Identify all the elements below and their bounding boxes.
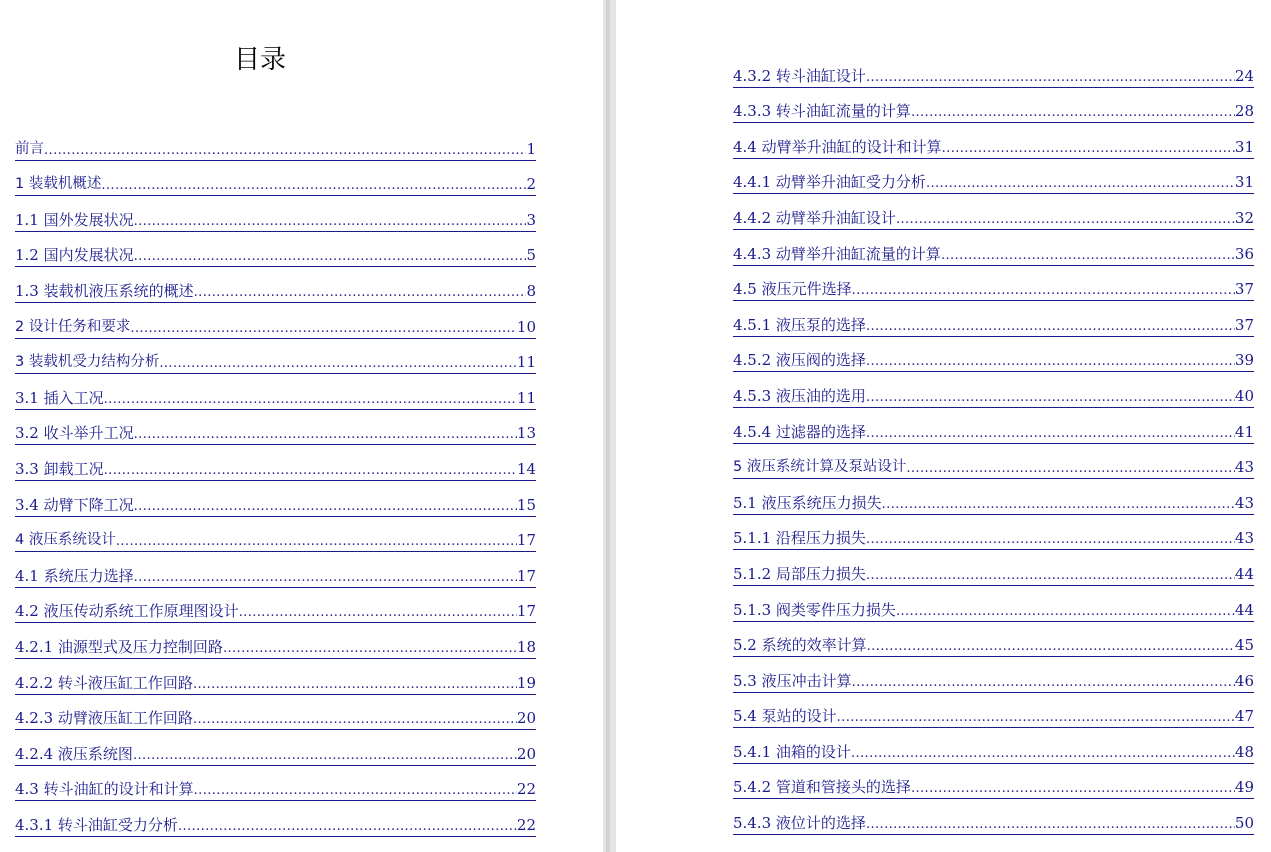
toc-entry-label[interactable]: 前言 xyxy=(15,139,44,161)
toc-entry-page-number[interactable]: 43 xyxy=(1235,528,1254,550)
toc-entry-page-number[interactable]: 10 xyxy=(517,317,536,339)
toc-entry[interactable] xyxy=(733,159,1254,195)
toc-entry-page-number[interactable]: 49 xyxy=(1235,777,1254,799)
toc-entry[interactable] xyxy=(733,123,1254,159)
toc-dot-leader xyxy=(159,352,517,374)
toc-title: 目录 xyxy=(233,45,286,75)
toc-entry[interactable] xyxy=(15,445,536,481)
toc-entry-page-number[interactable]: 28 xyxy=(1235,101,1254,123)
toc-entry-page-number[interactable]: 48 xyxy=(1235,742,1254,764)
toc-entry[interactable] xyxy=(733,657,1254,693)
toc-entry-label[interactable]: 4.4 动臂举升油缸的设计和计算 xyxy=(733,137,942,159)
toc-entry-page-number[interactable]: 43 xyxy=(1235,457,1254,479)
toc-list-right xyxy=(733,52,1254,835)
toc-entry-page-number[interactable]: 17 xyxy=(517,601,536,623)
toc-entry[interactable] xyxy=(15,766,536,802)
toc-entry[interactable] xyxy=(15,481,536,517)
toc-dot-leader xyxy=(867,635,1235,657)
toc-dot-leader xyxy=(866,528,1235,550)
toc-entry[interactable] xyxy=(733,88,1254,124)
toc-dot-leader xyxy=(926,172,1235,194)
toc-entry[interactable] xyxy=(733,444,1254,480)
toc-dot-leader xyxy=(866,315,1235,337)
toc-entry[interactable] xyxy=(15,232,536,268)
toc-entry-label[interactable]: 5.1.2 局部压力损失 xyxy=(733,564,866,586)
toc-entry-label[interactable]: 4.5.1 液压泵的选择 xyxy=(733,315,866,337)
toc-entry-page-number[interactable]: 22 xyxy=(517,779,536,801)
toc-dot-leader xyxy=(866,813,1235,835)
toc-entry-page-number[interactable]: 5 xyxy=(526,245,536,267)
toc-entry-label[interactable]: 5.4.3 液位计的选择 xyxy=(733,813,866,835)
toc-dot-leader xyxy=(941,244,1235,266)
toc-entry-page-number[interactable]: 20 xyxy=(517,708,536,730)
toc-entry[interactable] xyxy=(15,730,536,766)
toc-dot-leader xyxy=(178,815,517,837)
toc-entry-label[interactable]: 4.2.3 动臂液压缸工作回路 xyxy=(15,708,193,730)
toc-entry[interactable] xyxy=(733,586,1254,622)
toc-entry[interactable] xyxy=(15,695,536,731)
toc-entry-label[interactable]: 5.4.1 油箱的设计 xyxy=(733,742,851,764)
toc-dot-leader xyxy=(866,66,1235,88)
toc-dot-leader xyxy=(134,566,517,588)
toc-dot-leader xyxy=(116,530,517,552)
toc-entry-label[interactable]: 4.3 转斗油缸的设计和计算 xyxy=(15,779,194,801)
toc-entry-page-number[interactable]: 39 xyxy=(1235,350,1254,372)
toc-entry[interactable] xyxy=(15,339,536,375)
toc-entry-label[interactable]: 3.1 插入工况 xyxy=(15,388,104,410)
toc-dot-leader xyxy=(134,423,517,445)
toc-dot-leader xyxy=(852,671,1235,693)
toc-entry[interactable] xyxy=(15,410,536,446)
toc-dot-leader xyxy=(866,386,1235,408)
toc-entry-page-number[interactable]: 14 xyxy=(517,459,536,481)
toc-dot-leader xyxy=(134,495,517,517)
toc-dot-leader xyxy=(906,457,1235,479)
toc-entry-label[interactable]: 4.5.3 液压油的选用 xyxy=(733,386,866,408)
toc-entry[interactable] xyxy=(733,799,1254,835)
toc-entry-label[interactable]: 2 设计任务和要求 xyxy=(15,317,130,339)
toc-dot-leader xyxy=(223,637,517,659)
toc-dot-leader xyxy=(194,281,527,303)
toc-entry[interactable] xyxy=(733,266,1254,302)
toc-entry[interactable] xyxy=(733,764,1254,800)
toc-entry[interactable] xyxy=(15,588,536,624)
toc-entry-page-number[interactable]: 44 xyxy=(1235,600,1254,622)
toc-entry-label[interactable]: 4.2 液压传动系统工作原理图设计 xyxy=(15,601,239,623)
toc-entry[interactable] xyxy=(15,303,536,339)
toc-entry[interactable] xyxy=(733,515,1254,551)
toc-entry-page-number[interactable]: 31 xyxy=(1235,137,1254,159)
toc-dot-leader xyxy=(101,174,526,196)
toc-dot-leader xyxy=(193,673,517,695)
toc-entry[interactable] xyxy=(15,161,536,197)
toc-dot-leader xyxy=(942,137,1235,159)
toc-entry-label[interactable]: 4.3.3 转斗油缸流量的计算 xyxy=(733,101,911,123)
toc-entry-label[interactable]: 3.2 收斗举升工况 xyxy=(15,423,134,445)
toc-entry-page-number[interactable]: 32 xyxy=(1235,208,1254,230)
toc-dot-leader xyxy=(194,779,517,801)
toc-entry-label[interactable]: 5.1.1 沿程压力损失 xyxy=(733,528,866,550)
toc-dot-leader xyxy=(239,601,517,623)
toc-entry-label[interactable]: 4.4.2 动臂举升油缸设计 xyxy=(733,208,896,230)
toc-dot-leader xyxy=(134,245,527,267)
toc-entry-page-number[interactable]: 11 xyxy=(517,388,536,410)
toc-entry-page-number[interactable]: 20 xyxy=(517,744,536,766)
toc-entry-page-number[interactable]: 17 xyxy=(517,530,536,552)
toc-entry-label[interactable]: 5.4.2 管道和管接头的选择 xyxy=(733,777,911,799)
toc-dot-leader xyxy=(852,279,1235,301)
toc-entry-page-number[interactable]: 47 xyxy=(1235,706,1254,728)
toc-entry-label[interactable]: 3.4 动臂下降工况 xyxy=(15,495,134,517)
toc-dot-leader xyxy=(911,777,1235,799)
toc-entry-label[interactable]: 1.3 装载机液压系统的概述 xyxy=(15,281,194,303)
toc-entry-page-number[interactable]: 13 xyxy=(517,423,536,445)
toc-dot-leader xyxy=(866,350,1235,372)
page-gutter xyxy=(603,0,616,852)
toc-dot-leader xyxy=(851,742,1235,764)
toc-entry-label[interactable]: 1.1 国外发展状况 xyxy=(15,210,134,232)
toc-entry-label[interactable]: 4.4.3 动臂举升油缸流量的计算 xyxy=(733,244,941,266)
toc-entry-label[interactable]: 4.5.4 过滤器的选择 xyxy=(733,422,866,444)
toc-entry-page-number[interactable]: 19 xyxy=(517,673,536,695)
toc-entry-label[interactable]: 4.1 系统压力选择 xyxy=(15,566,134,588)
toc-dot-leader xyxy=(896,208,1235,230)
toc-entry[interactable] xyxy=(15,267,536,303)
toc-entry-page-number[interactable]: 40 xyxy=(1235,386,1254,408)
toc-entry[interactable] xyxy=(733,372,1254,408)
toc-entry-label[interactable]: 4.5 液压元件选择 xyxy=(733,279,852,301)
toc-dot-leader xyxy=(193,708,517,730)
toc-entry[interactable] xyxy=(733,408,1254,444)
toc-entry[interactable] xyxy=(15,552,536,588)
toc-dot-leader xyxy=(133,744,517,766)
toc-entry-page-number[interactable]: 46 xyxy=(1235,671,1254,693)
toc-dot-leader xyxy=(134,210,527,232)
toc-entry[interactable] xyxy=(733,550,1254,586)
toc-entry[interactable] xyxy=(15,374,536,410)
toc-entry-page-number[interactable]: 18 xyxy=(517,637,536,659)
toc-entry-label[interactable]: 4.2.1 油源型式及压力控制回路 xyxy=(15,637,223,659)
toc-page-right xyxy=(616,0,1271,852)
toc-entry[interactable] xyxy=(15,801,536,837)
toc-entry-page-number[interactable]: 1 xyxy=(526,139,536,161)
toc-entry[interactable] xyxy=(733,301,1254,337)
toc-entry-page-number[interactable]: 2 xyxy=(526,174,536,196)
toc-entry-label[interactable]: 1.2 国内发展状况 xyxy=(15,245,134,267)
toc-entry[interactable] xyxy=(15,196,536,232)
toc-entry-label[interactable]: 4.3.1 转斗油缸受力分析 xyxy=(15,815,178,837)
toc-entry-page-number[interactable]: 24 xyxy=(1235,66,1254,88)
toc-entry[interactable] xyxy=(15,125,536,161)
toc-dot-leader xyxy=(911,101,1235,123)
toc-entry-page-number[interactable]: 45 xyxy=(1235,635,1254,657)
toc-entry-label[interactable]: 5.4 泵站的设计 xyxy=(733,706,837,728)
toc-list-left xyxy=(15,125,536,837)
toc-entry-label[interactable]: 4.2.4 液压系统图 xyxy=(15,744,133,766)
toc-entry-page-number[interactable]: 50 xyxy=(1235,813,1254,835)
toc-entry-label[interactable]: 4.2.2 转斗液压缸工作回路 xyxy=(15,673,193,695)
toc-dot-leader xyxy=(130,317,517,339)
toc-entry[interactable] xyxy=(733,693,1254,729)
toc-entry-label[interactable]: 5.1 液压系统压力损失 xyxy=(733,493,882,515)
toc-entry-page-number[interactable]: 11 xyxy=(517,352,536,374)
toc-dot-leader xyxy=(44,139,526,161)
toc-entry[interactable] xyxy=(15,517,536,553)
toc-entry[interactable] xyxy=(733,622,1254,658)
toc-entry-page-number[interactable]: 37 xyxy=(1235,315,1254,337)
toc-entry-label[interactable]: 5 液压系统计算及泵站设计 xyxy=(733,457,906,479)
toc-entry[interactable] xyxy=(15,623,536,659)
toc-entry-label[interactable]: 4 液压系统设计 xyxy=(15,530,116,552)
toc-entry-label[interactable]: 5.2 系统的效率计算 xyxy=(733,635,867,657)
toc-entry-page-number[interactable]: 15 xyxy=(517,495,536,517)
toc-dot-leader xyxy=(866,564,1235,586)
toc-dot-leader xyxy=(882,493,1235,515)
toc-entry-page-number[interactable]: 37 xyxy=(1235,279,1254,301)
toc-entry[interactable] xyxy=(733,194,1254,230)
toc-entry-page-number[interactable]: 22 xyxy=(517,815,536,837)
toc-entry-page-number[interactable]: 41 xyxy=(1235,422,1254,444)
toc-dot-leader xyxy=(866,422,1235,444)
toc-dot-leader xyxy=(104,388,517,410)
toc-entry[interactable] xyxy=(733,479,1254,515)
toc-entry-page-number[interactable]: 36 xyxy=(1235,244,1254,266)
toc-entry-label[interactable]: 4.4.1 动臂举升油缸受力分析 xyxy=(733,172,926,194)
toc-entry[interactable] xyxy=(733,728,1254,764)
toc-entry-page-number[interactable]: 8 xyxy=(526,281,536,303)
toc-entry-page-number[interactable]: 31 xyxy=(1235,172,1254,194)
toc-dot-leader xyxy=(837,706,1235,728)
toc-entry[interactable] xyxy=(15,659,536,695)
toc-entry-page-number[interactable]: 43 xyxy=(1235,493,1254,515)
toc-entry-label[interactable]: 5.3 液压冲击计算 xyxy=(733,671,852,693)
toc-dot-leader xyxy=(104,459,517,481)
toc-entry-label[interactable]: 4.5.2 液压阀的选择 xyxy=(733,350,866,372)
toc-entry-page-number[interactable]: 44 xyxy=(1235,564,1254,586)
toc-dot-leader xyxy=(896,600,1235,622)
toc-entry-page-number[interactable]: 17 xyxy=(517,566,536,588)
toc-entry-label[interactable]: 3 装载机受力结构分析 xyxy=(15,352,159,374)
toc-entry-label[interactable]: 4.3.2 转斗油缸设计 xyxy=(733,66,866,88)
toc-entry[interactable] xyxy=(733,52,1254,88)
toc-entry[interactable] xyxy=(733,337,1254,373)
toc-entry-label[interactable]: 5.1.3 阀类零件压力损失 xyxy=(733,600,896,622)
toc-entry[interactable] xyxy=(733,230,1254,266)
toc-entry-page-number[interactable]: 3 xyxy=(526,210,536,232)
toc-entry-label[interactable]: 1 装载机概述 xyxy=(15,174,101,196)
toc-entry-label[interactable]: 3.3 卸载工况 xyxy=(15,459,104,481)
toc-page-left xyxy=(0,0,603,852)
